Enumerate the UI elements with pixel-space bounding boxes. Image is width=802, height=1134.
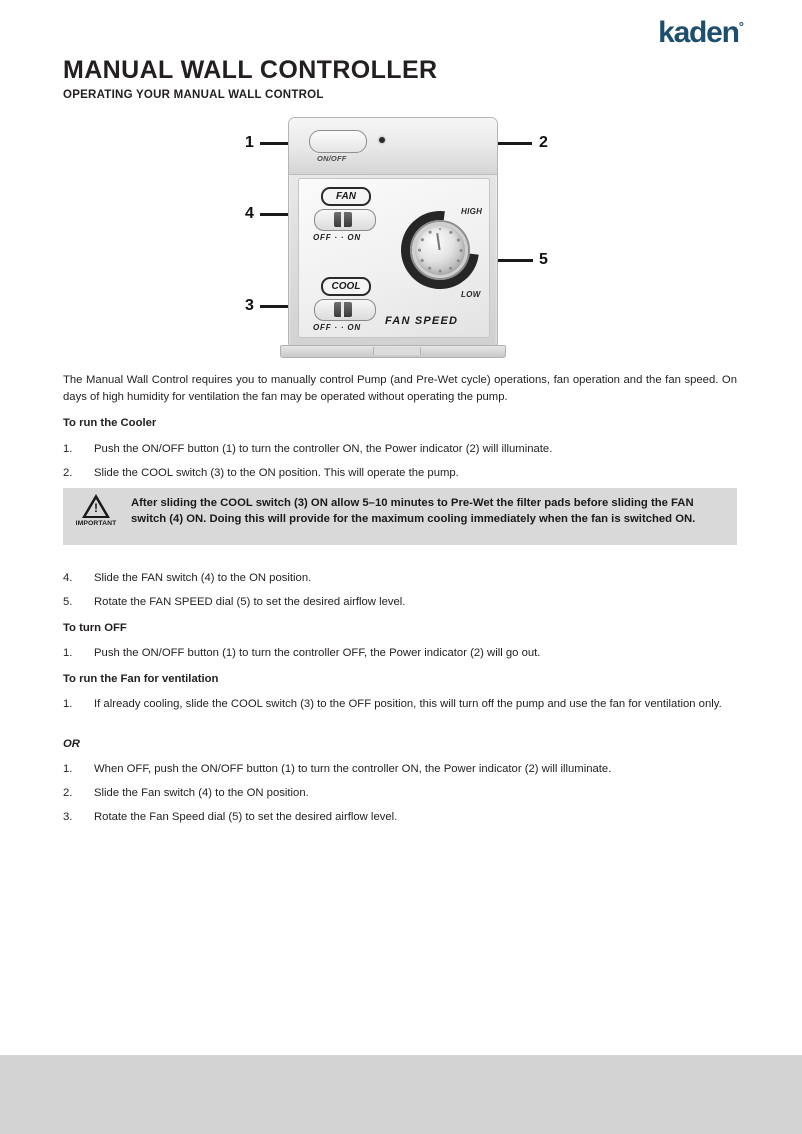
callout-number-2: 2 bbox=[539, 134, 548, 151]
brand-logo bbox=[658, 18, 744, 48]
list-item-number: 3. bbox=[63, 811, 73, 823]
dial-pointer bbox=[437, 233, 441, 250]
cool-switch-knob[interactable] bbox=[334, 302, 352, 317]
on-off-button[interactable] bbox=[309, 130, 367, 153]
dial-tick bbox=[449, 266, 453, 270]
list-item-number: 4. bbox=[63, 572, 73, 584]
dial-high-label: HIGH bbox=[461, 207, 483, 216]
page-subtitle: OPERATING YOUR MANUAL WALL CONTROL bbox=[63, 89, 324, 101]
cool-switch[interactable] bbox=[314, 299, 376, 321]
important-notice-box bbox=[63, 488, 737, 545]
list-item-text: Rotate the FAN SPEED dial (5) to set the desired airflow level. bbox=[94, 596, 406, 608]
section-heading-fan-ventilation: To run the Fan for ventilation bbox=[63, 673, 219, 685]
dial-tick bbox=[428, 266, 432, 270]
dial-tick bbox=[456, 238, 460, 242]
controller-face-panel bbox=[298, 178, 490, 338]
list-item bbox=[63, 465, 737, 482]
brand-logo-degree: ° bbox=[738, 19, 744, 34]
list-item-number: 5. bbox=[63, 596, 73, 608]
controller-base bbox=[280, 345, 506, 358]
list-item-text: Push the ON/OFF button (1) to turn the controller ON, the Power indicator (2) will illuminate. bbox=[94, 443, 553, 455]
dial-tick bbox=[428, 230, 432, 234]
list-item-text: Slide the FAN switch (4) to the ON position. bbox=[94, 572, 312, 584]
list-item-number: 1. bbox=[63, 763, 73, 775]
page-title: MANUAL WALL CONTROLLER bbox=[63, 56, 438, 84]
wall-controller-diagram bbox=[230, 112, 570, 360]
dial-tick bbox=[418, 249, 421, 252]
or-divider: OR bbox=[63, 738, 80, 750]
list-item-text: Push the ON/OFF button (1) to turn the controller OFF, the Power indicator (2) will go out. bbox=[94, 647, 541, 659]
list-item bbox=[63, 645, 737, 662]
fan-speed-label: FAN SPEED bbox=[385, 315, 459, 327]
cool-switch-scale: OFF · · ON bbox=[313, 323, 361, 332]
dial-tick bbox=[449, 230, 453, 234]
list-item-text: If already cooling, slide the COOL switch (3) to the OFF position, this will turn off the pump and use the fan for ventilation only. bbox=[94, 698, 722, 710]
fan-switch-scale: OFF · · ON bbox=[313, 233, 361, 242]
list-item bbox=[63, 785, 737, 802]
list-item-number: 1. bbox=[63, 443, 73, 455]
fan-switch-caption: FAN bbox=[321, 187, 371, 206]
list-item bbox=[63, 761, 737, 778]
dial-tick bbox=[460, 249, 463, 252]
list-item-text: Slide the Fan switch (4) to the ON position. bbox=[94, 787, 309, 799]
list-item-text: Slide the COOL switch (3) to the ON position. This will operate the pump. bbox=[94, 467, 459, 479]
section-heading-run-cooler: To run the Cooler bbox=[63, 417, 157, 429]
list-item-number: 2. bbox=[63, 787, 73, 799]
important-icon-group bbox=[68, 494, 124, 527]
list-item bbox=[63, 441, 737, 458]
section-heading-turn-off: To turn OFF bbox=[63, 622, 127, 634]
list-item bbox=[63, 809, 737, 826]
dial-tick bbox=[439, 228, 442, 231]
list-item-number: 1. bbox=[63, 647, 73, 659]
fan-speed-dial-group[interactable] bbox=[399, 207, 485, 317]
list-item bbox=[63, 594, 737, 611]
dial-tick bbox=[439, 270, 442, 273]
list-item-number: 2. bbox=[63, 467, 73, 479]
important-caption: IMPORTANT bbox=[75, 520, 117, 527]
callout-number-4: 4 bbox=[245, 205, 254, 222]
dial-tick bbox=[420, 259, 424, 263]
list-item-text: When OFF, push the ON/OFF button (1) to turn the controller ON, the Power indicator (2) will illuminate. bbox=[94, 763, 612, 775]
brand-logo-text: kaden bbox=[658, 16, 739, 49]
callout-number-3: 3 bbox=[245, 297, 254, 314]
dial-tick bbox=[456, 259, 460, 263]
important-text: After sliding the COOL switch (3) ON allow 5–10 minutes to Pre-Wet the filter pads before sliding the FAN switch (4) ON. Doing this will provide for the maximum cooling immediately when the fan is switched ON. bbox=[131, 497, 696, 526]
exclamation-mark-icon: ! bbox=[94, 501, 98, 515]
fan-switch[interactable] bbox=[314, 209, 376, 231]
fan-speed-dial-knob[interactable] bbox=[412, 222, 468, 278]
controller-base-notch bbox=[373, 347, 421, 355]
on-off-button-label: ON/OFF bbox=[317, 154, 347, 163]
cool-switch-caption: COOL bbox=[321, 277, 371, 296]
list-item bbox=[63, 570, 737, 587]
intro-paragraph: The Manual Wall Control requires you to manually control Pump (and Pre-Wet cycle) operations, fan operation and the fan speed. On days of high humidity for ventilation the fan may be operated without operating the pump. bbox=[63, 374, 737, 403]
callout-number-1: 1 bbox=[245, 134, 254, 151]
warning-triangle-icon bbox=[82, 494, 110, 518]
fan-switch-knob[interactable] bbox=[334, 212, 352, 227]
list-item bbox=[63, 696, 737, 713]
list-item-number: 1. bbox=[63, 698, 73, 710]
power-indicator-led bbox=[379, 137, 385, 143]
footer-band bbox=[0, 1055, 802, 1134]
controller-body bbox=[288, 117, 498, 347]
callout-number-5: 5 bbox=[539, 251, 548, 268]
dial-low-label: LOW bbox=[461, 290, 481, 299]
list-item-text: Rotate the Fan Speed dial (5) to set the desired airflow level. bbox=[94, 811, 398, 823]
dial-tick bbox=[420, 238, 424, 242]
